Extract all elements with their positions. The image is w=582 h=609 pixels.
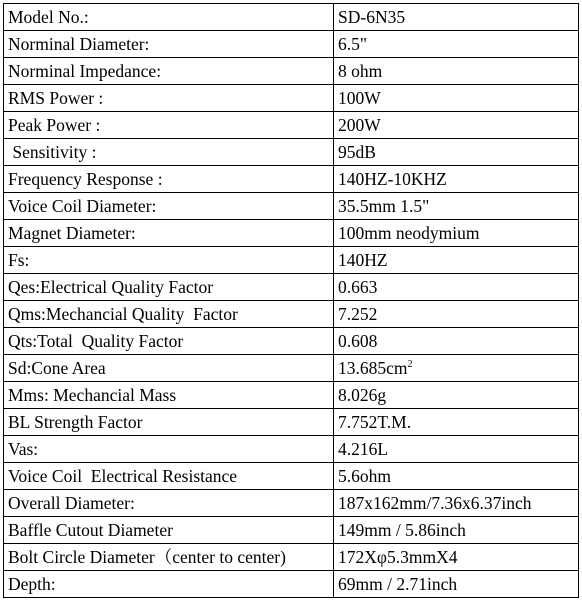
spec-label: Frequency Response : <box>4 166 334 193</box>
spec-row-magnet-diameter <box>4 220 579 247</box>
spec-row-overall-diameter <box>4 490 579 517</box>
spec-row-bolt-circle <box>4 544 579 571</box>
spec-row-voice-coil-diameter <box>4 193 579 220</box>
spec-label: Overall Diameter: <box>4 490 334 517</box>
spec-row-frequency-response <box>4 166 579 193</box>
spec-value: 100mm neodymium <box>334 220 579 247</box>
spec-row-rms-power <box>4 85 579 112</box>
spec-value: 8 ohm <box>334 58 579 85</box>
spec-value: 4.216L <box>334 436 579 463</box>
spec-row-peak-power <box>4 112 579 139</box>
spec-value: 69mm / 2.71inch <box>334 571 579 598</box>
spec-row-mms <box>4 382 579 409</box>
spec-label: Sensitivity : <box>4 139 334 166</box>
spec-value: 6.5" <box>334 31 579 58</box>
spec-row-fs <box>4 247 579 274</box>
spec-value: 140HZ-10KHZ <box>334 166 579 193</box>
spec-value-with-sup <box>334 355 579 382</box>
spec-label: Model No.: <box>4 4 334 31</box>
spec-value: 7.752T.M. <box>334 409 579 436</box>
spec-value: 5.6ohm <box>334 463 579 490</box>
spec-label: Voice Coil Diameter: <box>4 193 334 220</box>
spec-label: RMS Power : <box>4 85 334 112</box>
spec-label: Fs: <box>4 247 334 274</box>
spec-row-nominal-impedance <box>4 58 579 85</box>
spec-label: Mms: Mechancial Mass <box>4 382 334 409</box>
spec-row-qts <box>4 328 579 355</box>
spec-row-qes <box>4 274 579 301</box>
spec-label: Qts:Total Quality Factor <box>4 328 334 355</box>
spec-row-voice-coil-resistance <box>4 463 579 490</box>
spec-label: Sd:Cone Area <box>4 355 334 382</box>
spec-row-baffle-cutout <box>4 517 579 544</box>
spec-row-model <box>4 4 579 31</box>
spec-row-depth <box>4 571 579 598</box>
spec-value: 149mm / 5.86inch <box>334 517 579 544</box>
spec-label: Voice Coil Electrical Resistance <box>4 463 334 490</box>
spec-label: Norminal Diameter: <box>4 31 334 58</box>
spec-row-qms <box>4 301 579 328</box>
spec-value: 95dB <box>334 139 579 166</box>
spec-value: 7.252 <box>334 301 579 328</box>
spec-label: Magnet Diameter: <box>4 220 334 247</box>
spec-value: 100W <box>334 85 579 112</box>
spec-label: Peak Power : <box>4 112 334 139</box>
spec-value: 172Xφ5.3mmX4 <box>334 544 579 571</box>
spec-label: BL Strength Factor <box>4 409 334 436</box>
spec-value: 200W <box>334 112 579 139</box>
spec-row-nominal-diameter <box>4 31 579 58</box>
spec-value: 8.026g <box>334 382 579 409</box>
spec-row-bl <box>4 409 579 436</box>
spec-value: 0.608 <box>334 328 579 355</box>
spec-label: Norminal Impedance: <box>4 58 334 85</box>
spec-value-superscript: 2 <box>407 359 413 371</box>
spec-label: Bolt Circle Diameter（center to center) <box>4 544 334 571</box>
spec-label: Vas: <box>4 436 334 463</box>
spec-value: 13.685cm <box>338 358 408 378</box>
spec-label: Depth: <box>4 571 334 598</box>
spec-label: Qes:Electrical Quality Factor <box>4 274 334 301</box>
spec-value: SD-6N35 <box>334 4 579 31</box>
speaker-spec-table <box>3 3 579 598</box>
spec-row-sensitivity <box>4 139 579 166</box>
spec-label: Qms:Mechancial Quality Factor <box>4 301 334 328</box>
spec-row-sd <box>4 355 579 382</box>
spec-value: 35.5mm 1.5" <box>334 193 579 220</box>
spec-label: Baffle Cutout Diameter <box>4 517 334 544</box>
spec-value: 187x162mm/7.36x6.37inch <box>334 490 579 517</box>
spec-value: 140HZ <box>334 247 579 274</box>
spec-value: 0.663 <box>334 274 579 301</box>
spec-row-vas <box>4 436 579 463</box>
